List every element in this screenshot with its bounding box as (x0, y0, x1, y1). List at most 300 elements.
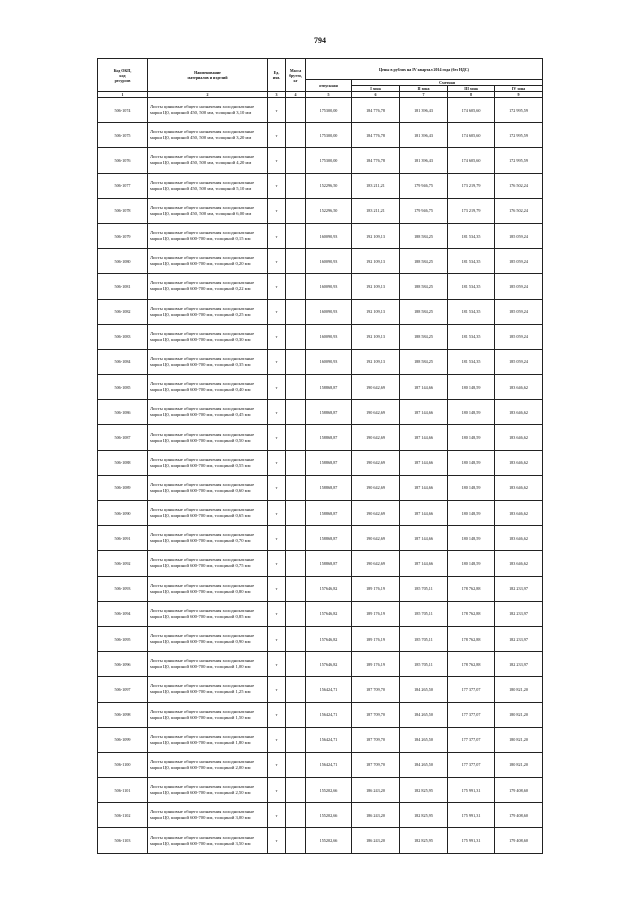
price-wholesale: 160090,93 (306, 299, 352, 324)
price-zone-1: 192 109,13 (352, 349, 400, 374)
item-unit: т (268, 299, 286, 324)
item-unit: т (268, 249, 286, 274)
price-zone-4: 182 233,97 (495, 576, 543, 601)
column-number: 6 (352, 92, 400, 98)
item-code: 506-1092 (98, 551, 148, 576)
price-zone-1: 190 642,69 (352, 375, 400, 400)
item-name: Листы цинковые общего назначения холоднокатаные марки Ц0, шириной 450, 500 мм, толщиной 3,20 мм (148, 123, 268, 148)
price-zone-2: 187 144,66 (400, 501, 448, 526)
price-zone-1: 184 776,78 (352, 98, 400, 123)
price-zone-3: 178 762,88 (448, 626, 495, 651)
price-wholesale: 160090,93 (306, 249, 352, 274)
price-zone-2: 182 825,95 (400, 828, 448, 853)
price-zone-4: 183 646,62 (495, 551, 543, 576)
column-number: 3 (268, 92, 286, 98)
item-code: 506-1085 (98, 375, 148, 400)
price-zone-1: 190 642,69 (352, 551, 400, 576)
price-zone-2: 185 705,11 (400, 626, 448, 651)
item-code: 506-1075 (98, 123, 148, 148)
table-row (98, 626, 543, 651)
item-mass (286, 223, 306, 248)
price-wholesale: 160090,93 (306, 324, 352, 349)
price-zone-1: 190 642,69 (352, 425, 400, 450)
item-mass (286, 778, 306, 803)
price-wholesale: 157646,82 (306, 652, 352, 677)
item-name: Листы цинковые общего назначения холоднокатаные марки Ц0, шириной 600-700 мм, толщиной 0,75 мм (148, 551, 268, 576)
column-number: 9 (495, 92, 543, 98)
item-unit: т (268, 324, 286, 349)
price-zone-3: 174 605,60 (448, 98, 495, 123)
price-zone-2: 187 144,66 (400, 475, 448, 500)
item-code: 506-1087 (98, 425, 148, 450)
price-zone-4: 183 646,62 (495, 450, 543, 475)
item-code: 506-1082 (98, 299, 148, 324)
price-zone-1: 187 709,70 (352, 727, 400, 752)
price-wholesale: 156424,71 (306, 702, 352, 727)
price-zone-1: 190 642,69 (352, 475, 400, 500)
page-number: 794 (314, 36, 326, 45)
item-code: 506-1090 (98, 501, 148, 526)
header-estimate: Сметная (352, 80, 543, 86)
price-wholesale: 155202,66 (306, 803, 352, 828)
price-zone-2: 184 265,50 (400, 727, 448, 752)
table-row (98, 123, 543, 148)
item-name: Листы цинковые общего назначения холоднокатаные марки Ц0, шириной 600-700 мм, толщиной 0,22 мм (148, 274, 268, 299)
price-zone-4: 179 408,60 (495, 803, 543, 828)
table-row (98, 425, 543, 450)
price-wholesale: 158868,87 (306, 375, 352, 400)
price-zone-3: 181 534,35 (448, 249, 495, 274)
item-unit: т (268, 98, 286, 123)
item-name: Листы цинковые общего назначения холоднокатаные марки Ц0, шириной 450, 500 мм, толщиной 6,00 мм (148, 198, 268, 223)
price-zone-4: 183 646,62 (495, 501, 543, 526)
price-zone-3: 180 148,59 (448, 526, 495, 551)
price-zone-2: 188 584,25 (400, 274, 448, 299)
price-zone-3: 181 534,35 (448, 274, 495, 299)
price-zone-4: 182 233,97 (495, 652, 543, 677)
item-unit: т (268, 828, 286, 853)
price-zone-2: 188 584,25 (400, 223, 448, 248)
price-zone-1: 189 176,19 (352, 576, 400, 601)
price-wholesale: 175300,00 (306, 123, 352, 148)
price-zone-4: 185 059,24 (495, 274, 543, 299)
item-mass (286, 425, 306, 450)
price-zone-4: 180 821,20 (495, 752, 543, 777)
item-unit: т (268, 148, 286, 173)
price-zone-2: 185 705,11 (400, 576, 448, 601)
item-unit: т (268, 803, 286, 828)
item-mass (286, 727, 306, 752)
price-zone-4: 185 059,24 (495, 223, 543, 248)
table-row (98, 526, 543, 551)
table-row (98, 249, 543, 274)
item-mass (286, 299, 306, 324)
price-wholesale: 158868,87 (306, 526, 352, 551)
price-zone-1: 190 642,69 (352, 526, 400, 551)
price-zone-3: 174 605,60 (448, 123, 495, 148)
price-wholesale: 158868,87 (306, 475, 352, 500)
item-unit: т (268, 702, 286, 727)
price-wholesale: 152296,50 (306, 173, 352, 198)
item-mass (286, 274, 306, 299)
item-mass (286, 652, 306, 677)
item-name: Листы цинковые общего назначения холоднокатаные марки Ц0, шириной 600-700 мм, толщиной 0,50 мм (148, 425, 268, 450)
item-name: Листы цинковые общего назначения холоднокатаные марки Ц0, шириной 600-700 мм, толщиной 0,60 мм (148, 475, 268, 500)
item-name: Листы цинковые общего назначения холоднокатаные марки Ц0, шириной 600-700 мм, толщиной 0,35 мм (148, 349, 268, 374)
table-body (98, 98, 543, 854)
table-row (98, 475, 543, 500)
price-zone-4: 172 995,59 (495, 123, 543, 148)
table-row (98, 727, 543, 752)
price-zone-4: 185 059,24 (495, 349, 543, 374)
item-code: 506-1091 (98, 526, 148, 551)
column-number: 1 (98, 92, 148, 98)
price-wholesale: 175300,00 (306, 148, 352, 173)
price-zone-4: 183 646,62 (495, 425, 543, 450)
table-row (98, 173, 543, 198)
item-unit: т (268, 652, 286, 677)
price-zone-1: 184 776,78 (352, 148, 400, 173)
item-name: Листы цинковые общего назначения холоднокатаные марки Ц0, шириной 450, 500 мм, толщиной 3,10 мм (148, 98, 268, 123)
item-unit: т (268, 752, 286, 777)
item-code: 506-1093 (98, 576, 148, 601)
price-zone-1: 187 709,70 (352, 702, 400, 727)
price-zone-2: 188 584,25 (400, 324, 448, 349)
price-zone-1: 192 109,13 (352, 274, 400, 299)
item-code: 506-1084 (98, 349, 148, 374)
price-zone-3: 180 148,59 (448, 425, 495, 450)
table-row (98, 803, 543, 828)
header-wholesale: отпускная (306, 80, 352, 92)
price-wholesale: 156424,71 (306, 727, 352, 752)
item-unit: т (268, 173, 286, 198)
item-code: 506-1083 (98, 324, 148, 349)
item-code: 506-1078 (98, 198, 148, 223)
item-name: Листы цинковые общего назначения холоднокатаные марки Ц0, шириной 600-700 мм, толщиной 2,00 мм (148, 752, 268, 777)
price-zone-1: 183 211,21 (352, 198, 400, 223)
table-row (98, 223, 543, 248)
item-mass (286, 803, 306, 828)
price-wholesale: 152296,50 (306, 198, 352, 223)
item-unit: т (268, 778, 286, 803)
price-wholesale: 160090,93 (306, 349, 352, 374)
price-zone-2: 182 825,95 (400, 803, 448, 828)
item-mass (286, 123, 306, 148)
item-unit: т (268, 123, 286, 148)
price-zone-3: 180 148,59 (448, 400, 495, 425)
item-name: Листы цинковые общего назначения холоднокатаные марки Ц0, шириной 600-700 мм, толщиной 3,00 мм (148, 803, 268, 828)
item-code: 506-1101 (98, 778, 148, 803)
price-zone-2: 179 946,75 (400, 198, 448, 223)
price-wholesale: 157646,82 (306, 601, 352, 626)
item-code: 506-1088 (98, 450, 148, 475)
price-wholesale: 175300,00 (306, 98, 352, 123)
price-zone-2: 187 144,66 (400, 400, 448, 425)
price-zone-3: 177 377,07 (448, 727, 495, 752)
item-name: Листы цинковые общего назначения холоднокатаные марки Ц0, шириной 600-700 мм, толщиной 1,50 мм (148, 702, 268, 727)
table-row (98, 98, 543, 123)
item-mass (286, 375, 306, 400)
price-zone-4: 176 502,24 (495, 173, 543, 198)
header-price-title: Цены в рублях на IV квартал 2014 года (без НДС) (306, 59, 543, 80)
item-mass (286, 173, 306, 198)
item-mass (286, 450, 306, 475)
item-mass (286, 551, 306, 576)
item-mass (286, 349, 306, 374)
item-code: 506-1079 (98, 223, 148, 248)
item-mass (286, 576, 306, 601)
price-zone-2: 184 265,50 (400, 702, 448, 727)
price-zone-1: 189 176,19 (352, 601, 400, 626)
table-row (98, 601, 543, 626)
item-code: 506-1077 (98, 173, 148, 198)
item-mass (286, 702, 306, 727)
header-unit: Ед. изм. (268, 59, 286, 92)
price-wholesale: 157646,82 (306, 576, 352, 601)
price-zone-1: 183 211,21 (352, 173, 400, 198)
item-unit: т (268, 450, 286, 475)
item-name: Листы цинковые общего назначения холоднокатаные марки Ц0, шириной 600-700 мм, толщиной 3,50 мм (148, 828, 268, 853)
item-mass (286, 752, 306, 777)
table-row (98, 349, 543, 374)
item-unit: т (268, 274, 286, 299)
table-row (98, 576, 543, 601)
price-zone-3: 181 534,35 (448, 349, 495, 374)
price-zone-2: 185 705,11 (400, 652, 448, 677)
item-code: 506-1094 (98, 601, 148, 626)
price-zone-2: 184 265,50 (400, 752, 448, 777)
header-name: Наименование материалов и изделий (148, 59, 268, 92)
header-zone-3: III зона (448, 86, 495, 92)
table-row (98, 652, 543, 677)
item-name: Листы цинковые общего назначения холоднокатаные марки Ц0, шириной 600-700 мм, толщиной 0,65 мм (148, 501, 268, 526)
table-row (98, 778, 543, 803)
price-wholesale: 158868,87 (306, 425, 352, 450)
item-code: 506-1086 (98, 400, 148, 425)
header-mass: Масса брутто, кг (286, 59, 306, 92)
item-mass (286, 526, 306, 551)
item-unit: т (268, 425, 286, 450)
price-zone-3: 177 377,07 (448, 702, 495, 727)
price-zone-2: 182 825,95 (400, 778, 448, 803)
price-zone-1: 192 109,13 (352, 299, 400, 324)
item-unit: т (268, 375, 286, 400)
item-mass (286, 98, 306, 123)
price-zone-4: 180 821,20 (495, 702, 543, 727)
item-unit: т (268, 198, 286, 223)
price-zone-2: 187 144,66 (400, 375, 448, 400)
table-row (98, 375, 543, 400)
price-zone-3: 181 534,35 (448, 223, 495, 248)
item-unit: т (268, 626, 286, 651)
price-zone-2: 181 396,43 (400, 98, 448, 123)
item-name: Листы цинковые общего назначения холоднокатаные марки Ц0, шириной 600-700 мм, толщиной 0,20 мм (148, 249, 268, 274)
item-name: Листы цинковые общего назначения холоднокатаные марки Ц0, шириной 600-700 мм, толщиной 0,15 мм (148, 223, 268, 248)
price-zone-3: 180 148,59 (448, 501, 495, 526)
table-row (98, 299, 543, 324)
price-zone-1: 192 109,13 (352, 223, 400, 248)
price-zone-3: 181 534,35 (448, 324, 495, 349)
item-code: 506-1089 (98, 475, 148, 500)
item-unit: т (268, 475, 286, 500)
column-number: 8 (448, 92, 495, 98)
item-unit: т (268, 551, 286, 576)
price-wholesale: 160090,93 (306, 274, 352, 299)
price-zone-4: 176 502,24 (495, 198, 543, 223)
table-row (98, 324, 543, 349)
item-unit: т (268, 601, 286, 626)
price-zone-3: 180 148,59 (448, 551, 495, 576)
item-unit: т (268, 677, 286, 702)
header-zone-2: II зона (400, 86, 448, 92)
price-zone-4: 183 646,62 (495, 526, 543, 551)
price-zone-3: 180 148,59 (448, 450, 495, 475)
column-number: 5 (306, 92, 352, 98)
price-zone-3: 178 762,88 (448, 601, 495, 626)
item-unit: т (268, 223, 286, 248)
price-zone-3: 178 762,88 (448, 576, 495, 601)
price-zone-3: 178 762,88 (448, 652, 495, 677)
item-code: 506-1099 (98, 727, 148, 752)
table-row (98, 148, 543, 173)
price-zone-4: 180 821,20 (495, 727, 543, 752)
price-zone-1: 190 642,69 (352, 400, 400, 425)
item-mass (286, 828, 306, 853)
table-row (98, 677, 543, 702)
header-code: Код ОКП, код ресурсов (98, 59, 148, 92)
item-code: 506-1098 (98, 702, 148, 727)
item-name: Листы цинковые общего назначения холоднокатаные марки Ц0, шириной 600-700 мм, толщиной 0,80 мм (148, 576, 268, 601)
price-zone-4: 185 059,24 (495, 299, 543, 324)
item-mass (286, 148, 306, 173)
price-zone-3: 175 991,31 (448, 828, 495, 853)
price-zone-3: 177 377,07 (448, 677, 495, 702)
table-row (98, 702, 543, 727)
item-code: 506-1103 (98, 828, 148, 853)
price-zone-3: 177 377,07 (448, 752, 495, 777)
item-code: 506-1080 (98, 249, 148, 274)
price-zone-3: 173 219,79 (448, 198, 495, 223)
table-row (98, 551, 543, 576)
price-zone-1: 184 776,78 (352, 123, 400, 148)
price-zone-2: 188 584,25 (400, 299, 448, 324)
item-code: 506-1095 (98, 626, 148, 651)
price-zone-4: 185 059,24 (495, 324, 543, 349)
item-unit: т (268, 400, 286, 425)
price-zone-3: 174 605,60 (448, 148, 495, 173)
item-code: 506-1097 (98, 677, 148, 702)
price-zone-4: 172 995,59 (495, 148, 543, 173)
price-zone-3: 180 148,59 (448, 375, 495, 400)
item-unit: т (268, 349, 286, 374)
item-mass (286, 601, 306, 626)
price-zone-2: 187 144,66 (400, 526, 448, 551)
price-zone-1: 186 243,20 (352, 803, 400, 828)
price-wholesale: 155202,66 (306, 778, 352, 803)
item-mass (286, 324, 306, 349)
item-code: 506-1102 (98, 803, 148, 828)
price-zone-4: 179 408,60 (495, 828, 543, 853)
price-zone-2: 188 584,25 (400, 349, 448, 374)
price-zone-4: 182 233,97 (495, 601, 543, 626)
item-name: Листы цинковые общего назначения холоднокатаные марки Ц0, шириной 600-700 мм, толщиной 0,55 мм (148, 450, 268, 475)
price-zone-1: 192 109,13 (352, 324, 400, 349)
item-mass (286, 400, 306, 425)
item-mass (286, 501, 306, 526)
table-row (98, 501, 543, 526)
price-zone-4: 172 995,59 (495, 98, 543, 123)
price-wholesale: 158868,87 (306, 551, 352, 576)
item-name: Листы цинковые общего назначения холоднокатаные марки Ц0, шириной 600-700 мм, толщиной 0,30 мм (148, 324, 268, 349)
item-name: Листы цинковые общего назначения холоднокатаные марки Ц0, шириной 600-700 мм, толщиной 1,00 мм (148, 652, 268, 677)
item-mass (286, 626, 306, 651)
item-unit: т (268, 727, 286, 752)
item-mass (286, 677, 306, 702)
price-wholesale: 156424,71 (306, 752, 352, 777)
item-name: Листы цинковые общего назначения холоднокатаные марки Ц0, шириной 450, 500 мм, толщиной 5,10 мм (148, 173, 268, 198)
table-row (98, 400, 543, 425)
item-code: 506-1074 (98, 98, 148, 123)
price-wholesale: 156424,71 (306, 677, 352, 702)
price-zone-1: 189 176,19 (352, 626, 400, 651)
price-zone-3: 181 534,35 (448, 299, 495, 324)
item-name: Листы цинковые общего назначения холоднокатаные марки Ц0, шириной 600-700 мм, толщиной 0,90 мм (148, 626, 268, 651)
table-row (98, 828, 543, 853)
table-row (98, 274, 543, 299)
item-name: Листы цинковые общего назначения холоднокатаные марки Ц0, шириной 600-700 мм, толщиной 0,85 мм (148, 601, 268, 626)
price-zone-4: 180 821,20 (495, 677, 543, 702)
price-zone-1: 190 642,69 (352, 501, 400, 526)
table-row (98, 450, 543, 475)
item-unit: т (268, 501, 286, 526)
item-unit: т (268, 576, 286, 601)
item-name: Листы цинковые общего назначения холоднокатаные марки Ц0, шириной 600-700 мм, толщиной 0,25 мм (148, 299, 268, 324)
item-name: Листы цинковые общего назначения холоднокатаные марки Ц0, шириной 600-700 мм, толщиной 0,40 мм (148, 375, 268, 400)
price-zone-4: 182 233,97 (495, 626, 543, 651)
price-zone-4: 183 646,62 (495, 475, 543, 500)
column-number: 7 (400, 92, 448, 98)
price-zone-2: 181 396,43 (400, 123, 448, 148)
price-zone-3: 175 991,31 (448, 803, 495, 828)
price-wholesale: 158868,87 (306, 400, 352, 425)
item-mass (286, 198, 306, 223)
header-zone-4: IV зона (495, 86, 543, 92)
price-zone-2: 187 144,66 (400, 450, 448, 475)
price-wholesale: 155202,66 (306, 828, 352, 853)
item-unit: т (268, 526, 286, 551)
price-zone-3: 175 991,31 (448, 778, 495, 803)
price-zone-1: 187 709,70 (352, 677, 400, 702)
price-table (97, 58, 543, 854)
column-number: 4 (286, 92, 306, 98)
item-name: Листы цинковые общего назначения холоднокатаные марки Ц0, шириной 600-700 мм, толщиной 0,70 мм (148, 526, 268, 551)
header-zone-1: I зона (352, 86, 400, 92)
item-code: 506-1076 (98, 148, 148, 173)
item-mass (286, 475, 306, 500)
price-zone-1: 189 176,19 (352, 652, 400, 677)
item-name: Листы цинковые общего назначения холоднокатаные марки Ц0, шириной 600-700 мм, толщиной 1,25 мм (148, 677, 268, 702)
table-row (98, 198, 543, 223)
price-wholesale: 158868,87 (306, 450, 352, 475)
table-row (98, 752, 543, 777)
item-code: 506-1100 (98, 752, 148, 777)
item-name: Листы цинковые общего назначения холоднокатаные марки Ц0, шириной 600-700 мм, толщиной 1,80 мм (148, 727, 268, 752)
item-name: Листы цинковые общего назначения холоднокатаные марки Ц0, шириной 450, 500 мм, толщиной 4,20 мм (148, 148, 268, 173)
price-wholesale: 158868,87 (306, 501, 352, 526)
price-zone-2: 185 705,11 (400, 601, 448, 626)
price-zone-2: 187 144,66 (400, 551, 448, 576)
price-zone-2: 188 584,25 (400, 249, 448, 274)
